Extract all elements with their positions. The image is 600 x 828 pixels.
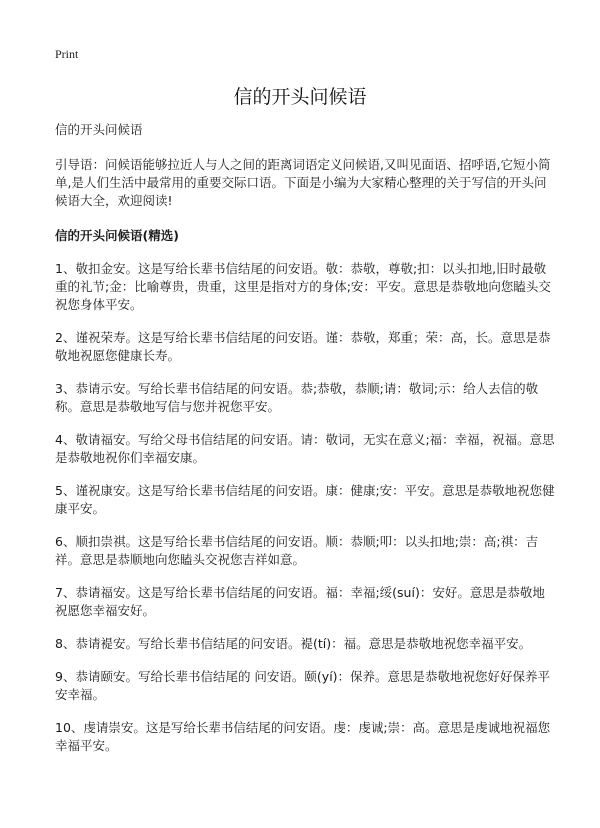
intro-paragraph: 引导语：问候语能够拉近人与人之间的距离词语定义问候语,又叫见面语、招呼语,它短小简单,是人们生活中最常用的重要交际口语。下面是小编为大家精心整理的关于写信的开头问候语大全，欢迎阅读! [55, 157, 551, 208]
page-title: 信的开头问候语 [233, 86, 367, 108]
list-item: 1、敬扣金安。这是写给长辈书信结尾的问安语。敬：恭敬，尊敬;扣：以头扣地,旧时最敬重的礼节;金：比喻尊贵，贵重，这里是指对方的身体;安：平安。意思是恭敬地向您瞌头交祝您身体平安。 [55, 261, 551, 312]
list-item: 5、谨祝康安。这是写给长辈书信结尾的问安语。康：健康;安：平安。意思是恭敬地祝您健康平安。 [55, 483, 555, 516]
article-subtitle: 信的开头问候语 [55, 122, 143, 137]
list-item: 3、恭请示安。写给长辈书信结尾的问安语。恭;恭敬，恭顺;请：敬词;示：给人去信的敬称。意思是恭敬地写信与您并祝您平安。 [55, 381, 539, 414]
list-item: 9、恭请颐安。写给长辈书信结尾的 问安语。颐(yí)：保养。意思是恭敬地祝您好好保养平安幸福。 [55, 669, 551, 702]
section-heading: 信的开头问候语(精选) [55, 228, 179, 243]
list-item: 6、顺扣崇祺。这是写给长辈书信结尾的问安语。顺：恭顺;叩：以头扣地;崇：高;祺：吉祥。意思是恭顺地向您瞌头交祝您吉祥如意。 [55, 534, 539, 567]
list-item: 10、虔请崇安。这是写给长辈书信结尾的问安语。虔：虔诚;崇：高。意思是虔诚地祝福您幸福平安。 [55, 720, 551, 753]
article-body [55, 121, 555, 770]
print-link[interactable]: Print [55, 47, 79, 61]
list-item: 8、恭请褆安。写给长辈书信结尾的问安语。褆(tí)：福。意思是恭敬地祝您幸福平安。 [55, 636, 532, 651]
list-item: 7、恭请福安。这是写给长辈书信结尾的问安语。福：幸福;绥(suí)：安好。意思是恭敬地祝愿您幸福安好。 [55, 585, 545, 618]
list-item: 4、敬请福安。写给父母书信结尾的问安语。请：敬词，无实在意义;福：幸福，祝福。意思是恭敬地祝你们幸福安康。 [55, 432, 555, 465]
list-item: 2、谨祝荣寿。这是写给长辈书信结尾的问安语。谨：恭敬，郑重；荣：高，长。意思是恭敬地祝愿您健康长寿。 [55, 330, 551, 363]
